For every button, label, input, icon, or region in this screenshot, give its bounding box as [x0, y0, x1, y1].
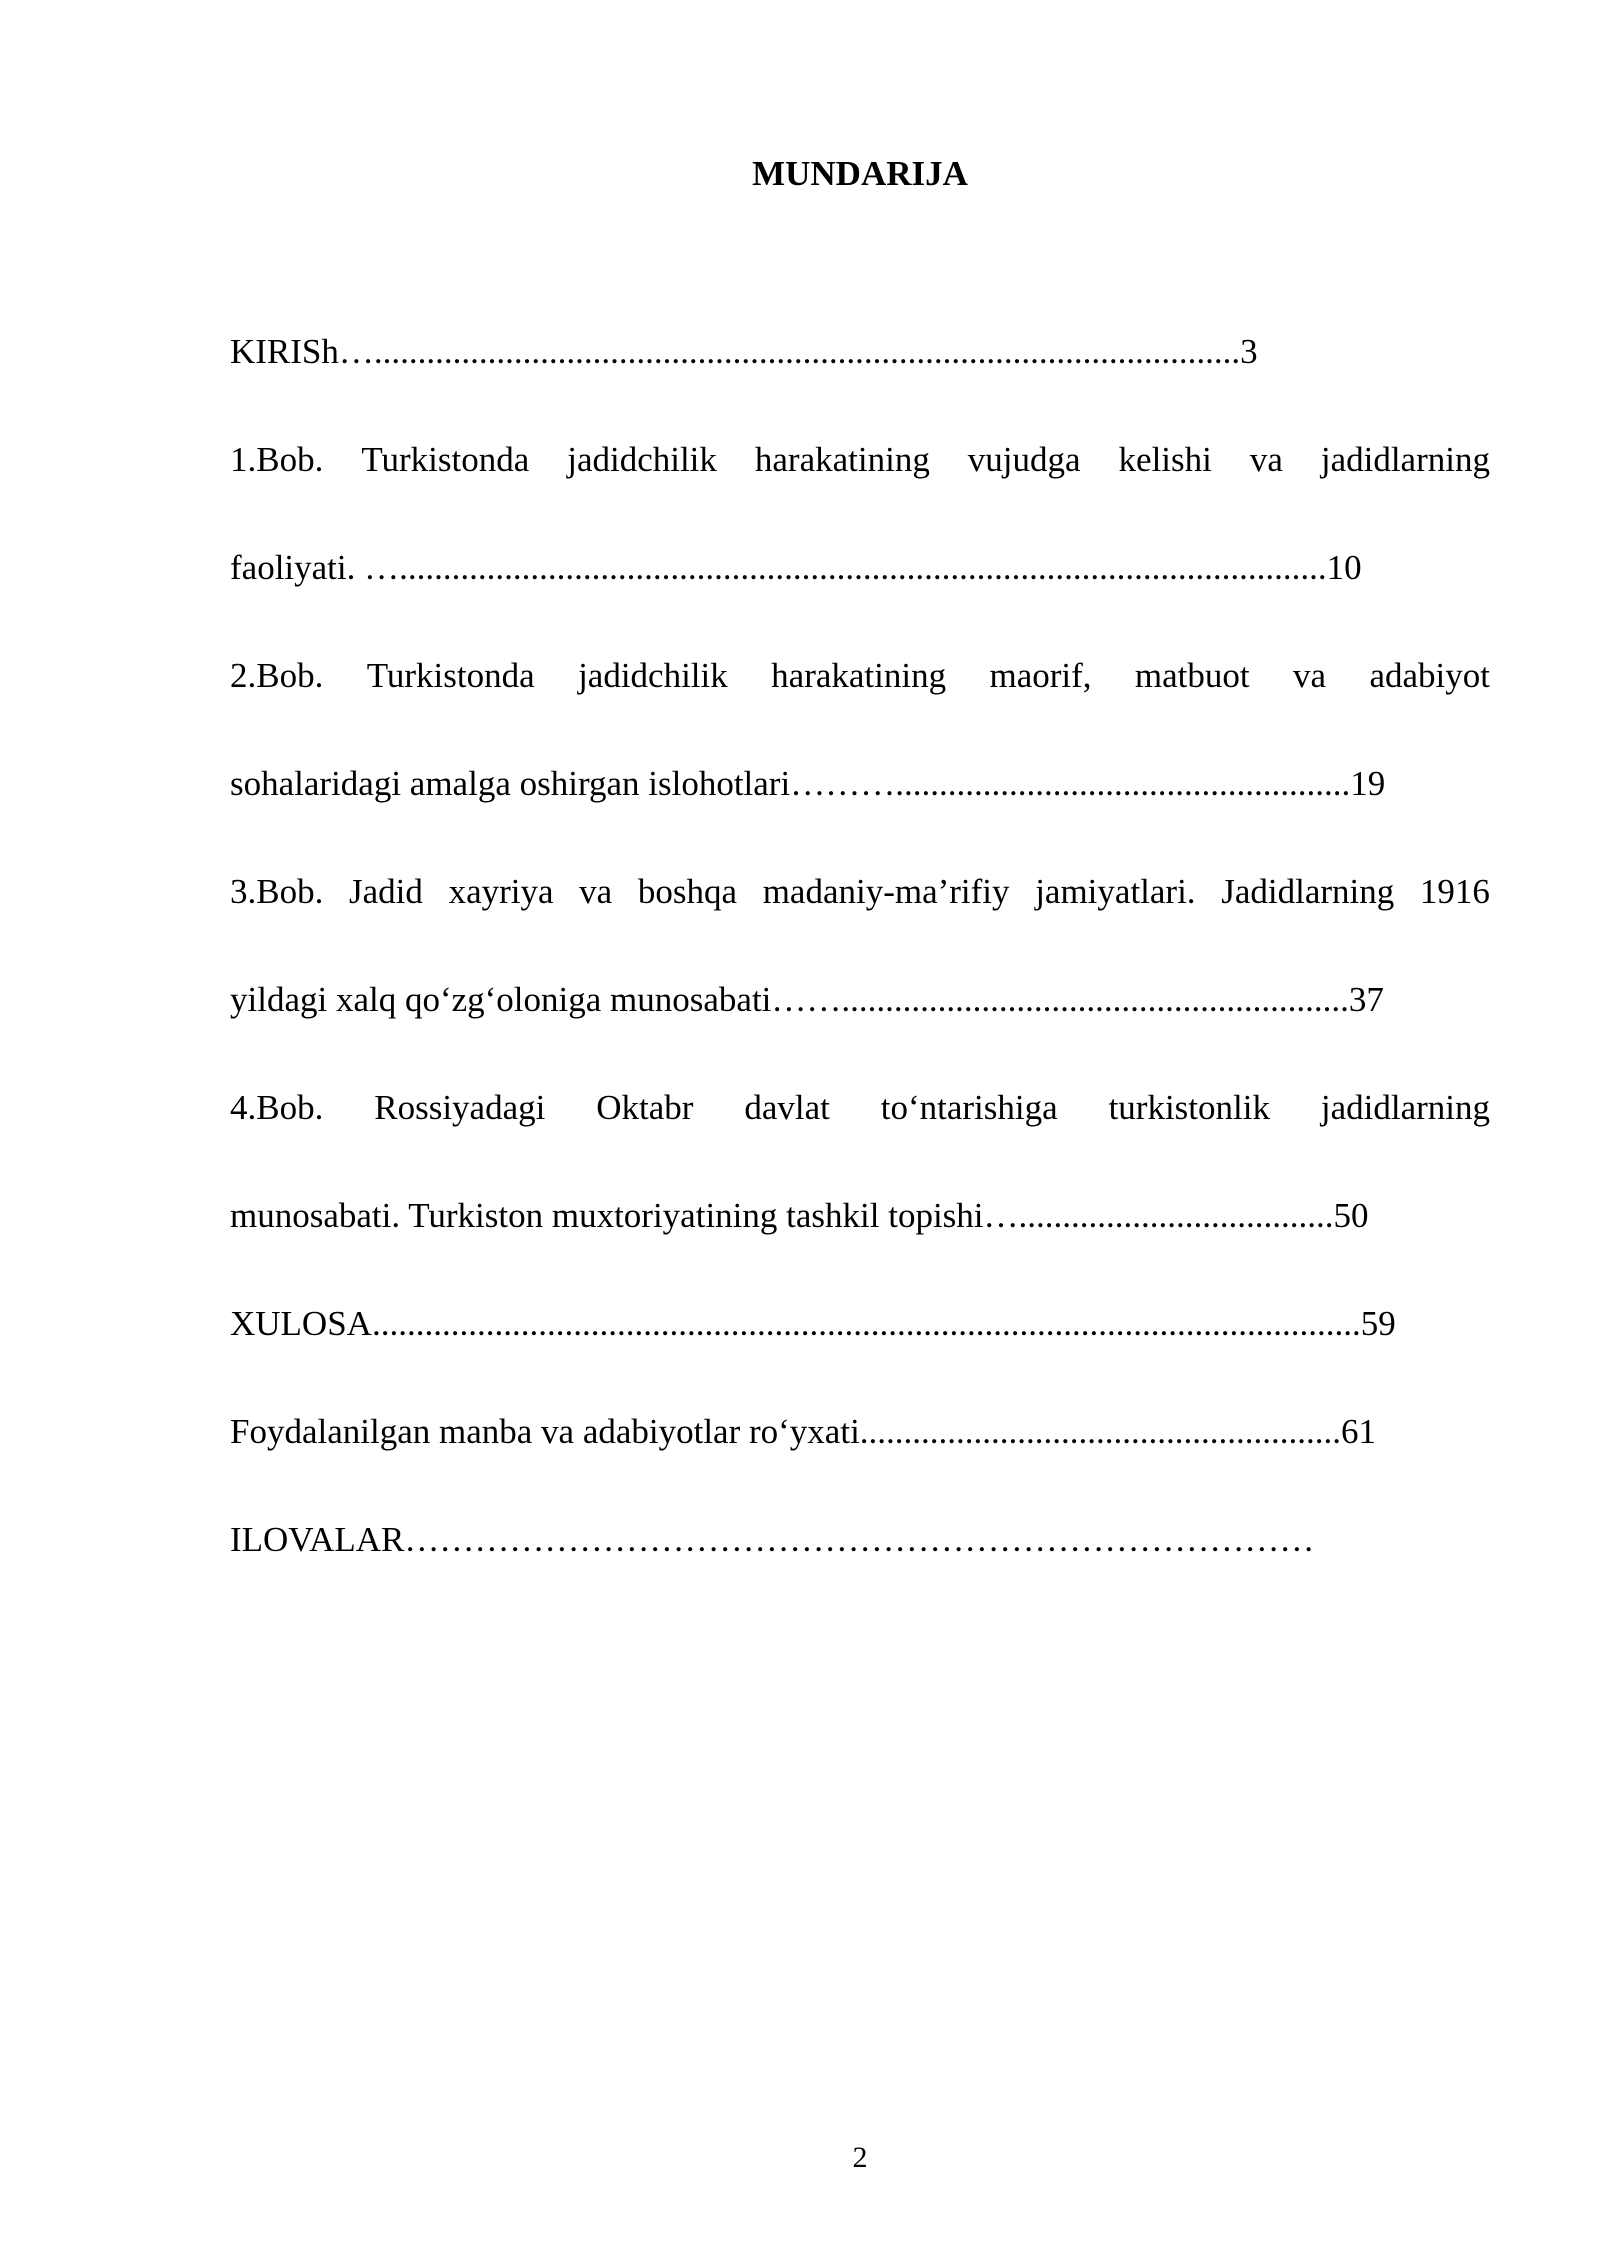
toc-entry-bob4-line1 [230, 1086, 1490, 1130]
toc-word: 1.Bob. [230, 440, 324, 479]
toc-word: 4.Bob. [230, 1088, 324, 1127]
toc-word: madaniy-ma’rifiy [762, 872, 1010, 911]
toc-word: davlat [744, 1088, 830, 1127]
toc-word: vujudga [967, 440, 1081, 479]
toc-word: jadidchilik [567, 440, 717, 479]
toc-entry-adabiyotlar: Foydalanilgan manba va adabiyotlar ro‘yxati.......................................................61 [230, 1412, 1377, 1451]
toc-word: Jadid [349, 872, 423, 911]
toc-word: Turkistonda [361, 440, 530, 479]
toc-entry-bob3-line2: yildagi xalq qo‘zg‘oloniga munosabati……..........................................................37 [230, 980, 1384, 1019]
toc-entry-xulosa: XULOSA.................................................................................................................59 [230, 1304, 1396, 1343]
toc-word: matbuot [1134, 656, 1250, 695]
toc-word: turkistonlik [1108, 1088, 1270, 1127]
toc-entry-bob1-line2: faoliyati. …..........................................................................................................10 [230, 548, 1362, 587]
toc-word: harakatining [754, 440, 930, 479]
toc-entry-bob4-line2: munosabati. Turkiston muxtoriyatining tashkil topishi…....................................50 [230, 1196, 1369, 1235]
toc-word: maorif, [989, 656, 1092, 695]
toc-entry-bob2-line1 [230, 654, 1490, 698]
toc-word: jamiyatlari. [1035, 872, 1196, 911]
toc-word: Oktabr [596, 1088, 694, 1127]
toc-entry-bob1-line1 [230, 438, 1490, 482]
toc-word: va [1293, 656, 1327, 695]
page-number: 2 [852, 2141, 868, 2174]
toc-word: jadidlarning [1320, 440, 1490, 479]
toc-word: harakatining [771, 656, 947, 695]
toc-word: kelishi [1118, 440, 1212, 479]
toc-entry-bob2-line2: sohalaridagi amalga oshirgan islohotlari………....................................................19 [230, 764, 1386, 803]
toc-word: Turkistonda [366, 656, 535, 695]
toc-entry-bob3-line1 [230, 870, 1490, 914]
toc-word: boshqa [637, 872, 738, 911]
toc-word: 1916 [1419, 872, 1490, 911]
toc-word: va [1249, 440, 1283, 479]
toc-word: va [579, 872, 613, 911]
toc-word: 3.Bob. [230, 872, 324, 911]
toc-word: adabiyot [1369, 656, 1490, 695]
toc-word: jadidlarning [1320, 1088, 1490, 1127]
toc-entry-ilovalar: ILOVALAR…………………………………………………………………… [230, 1520, 1315, 1559]
toc-word: Jadidlarning [1221, 872, 1395, 911]
page-title: MUNDARIJA [752, 154, 968, 193]
toc-word: 2.Bob. [230, 656, 324, 695]
toc-entry-kirish: KIRISh…...................................................................................................3 [230, 332, 1258, 371]
toc-word: Rossiyadagi [374, 1088, 546, 1127]
toc-word: to‘ntarishiga [880, 1088, 1058, 1127]
toc-word: jadidchilik [578, 656, 728, 695]
toc-word: xayriya [448, 872, 554, 911]
